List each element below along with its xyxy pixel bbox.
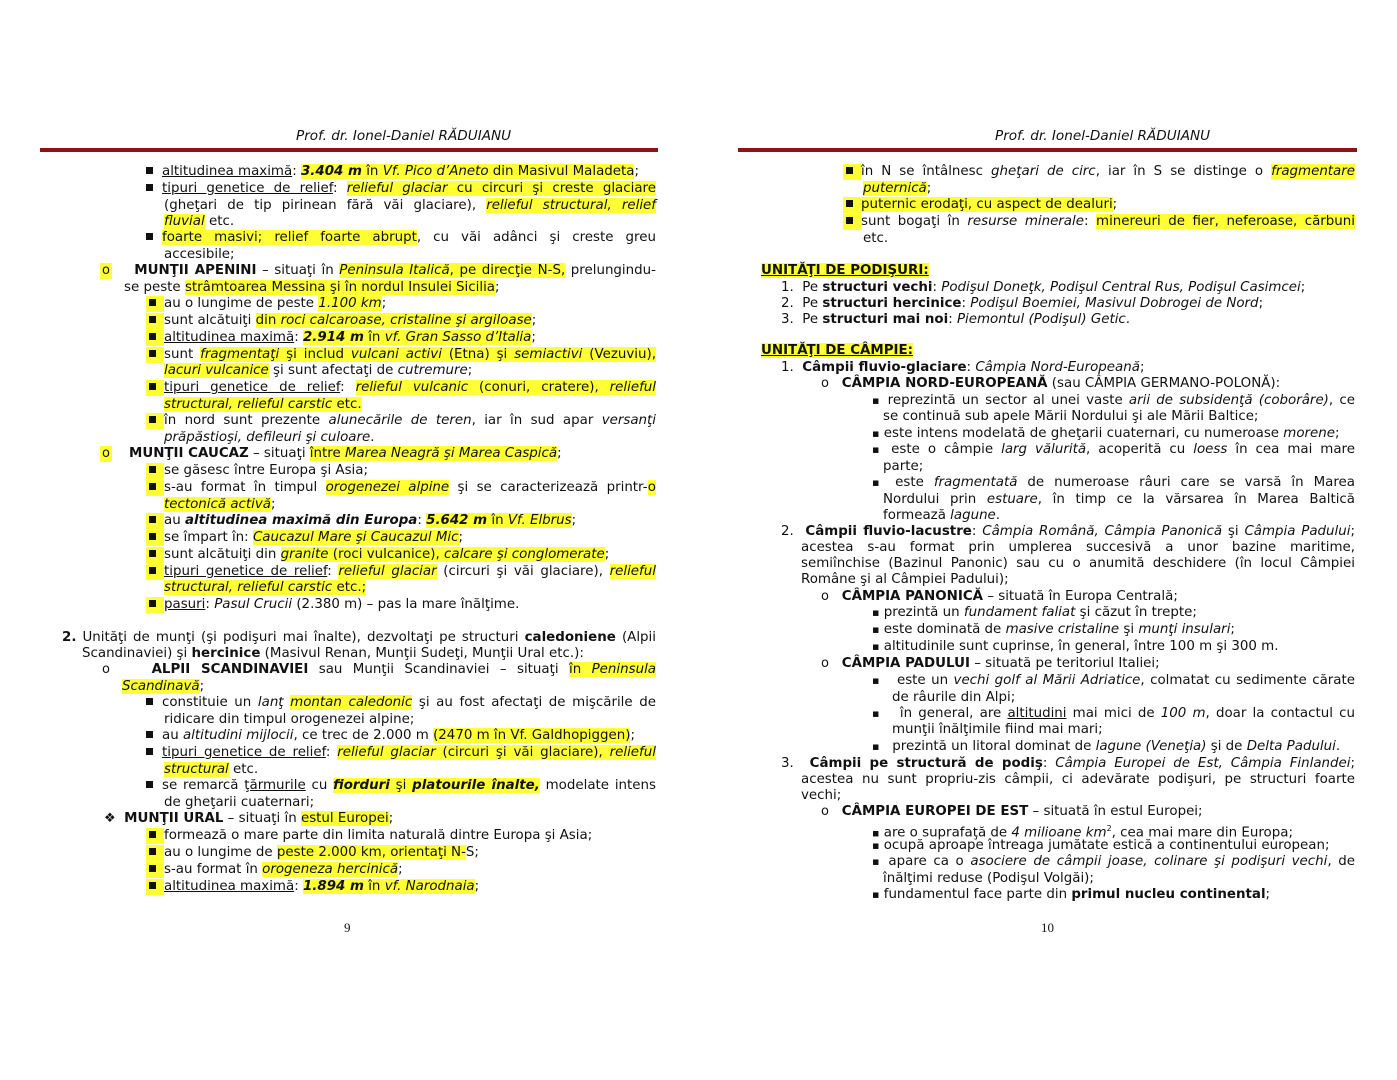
list-item-cont: înălţimi reduse (Podişul Volgăi); — [883, 871, 1094, 886]
list-item: sunt bogaţi în resurse minerale: minereuri de fier, neferoase, cărbuni — [843, 214, 1355, 231]
list-item-cont: structural, relieful carstic etc. — [164, 397, 362, 412]
list-item: puternic erodaţi, cu aspect de dealuri; — [843, 197, 1117, 214]
list-item: ▪ reprezintă un sector al unei vaste arii de subsidenţă (coborâre), ce — [872, 393, 1355, 408]
section-ural: ❖ MUNŢII URAL – situaţi în estul Europei; — [104, 811, 394, 826]
list-item: ▪ prezintă un litoral dominat de lagune (Veneţia) şi de Delta Padului. — [872, 739, 1341, 754]
list-item: constituie un lanţ montan caledonic şi au fost afectaţi de mişcările de — [146, 695, 656, 712]
numbered-item: 2. Pe structuri hercinice: Podişul Boemiei, Masivul Dobrogei de Nord; — [781, 296, 1264, 311]
section-cont: se peste strâmtoarea Messina şi în nordul Insulei Sicilia; — [124, 280, 500, 295]
section-apenini: o MUNŢII APENINI – situaţi în Peninsula Italică, pe direcţie N-S, prelungindu- — [102, 263, 656, 278]
list-item: ▪ altitudinile sunt cuprinse, în general, între 100 m şi 300 m. — [872, 639, 1279, 654]
list-item: se remarcă ţărmurile cu fiorduri şi platourile înalte, modelate intens — [146, 778, 656, 795]
list-item: ▪ prezintă un fundament faliat şi căzut în trepte; — [872, 605, 1197, 620]
section-cont: Scandinavă; — [122, 679, 205, 694]
list-item-cont: ridicare din timpul orogenezei alpine; — [164, 712, 415, 727]
list-item: se găsesc între Europa şi Asia; — [146, 463, 368, 480]
page-header: Prof. dr. Ionel-Daniel RĂDUIANU — [995, 128, 1211, 144]
header-rule — [738, 148, 1357, 152]
list-item: sunt alcătuiţi din roci calcaroase, cristaline şi argiloase; — [146, 313, 536, 330]
list-item: ▪ are o suprafaţă de 4 milioane $km^2$, cea mai mare din Europa; — [872, 824, 1293, 841]
list-item-cont: accesibile; — [164, 247, 235, 262]
subsection: o CÂMPIA EUROPEI DE EST – situată în estul Europei; — [821, 804, 1203, 819]
numbered-item: 1. Câmpii fluvio-glaciare: Câmpia Nord-Europeană; — [781, 360, 1145, 375]
numbered-item-cont: acestea nu sunt propriu-zis câmpii, ci adevărate podişuri, pe structuri foarte — [801, 772, 1355, 787]
numbered-item: 2. Câmpii fluvio-lacustre: Câmpia Română, Câmpia Panonică şi Câmpia Padului; — [781, 524, 1355, 539]
numbered-item-cont: Scandinaviei) şi hercinice (Masivul Renan, Munţii Sudeţi, Munţii Ural etc.): — [82, 646, 584, 661]
list-item: ▪ în general, are altitudini mai mici de 100 m, doar la contactul cu — [872, 706, 1355, 721]
list-item: se împart în: Caucazul Mare şi Caucazul Mic; — [146, 530, 463, 547]
list-item: ▪ este un vechi golf al Mării Adriatice, colmatat cu sedimente cărate — [872, 673, 1355, 688]
list-item-cont: lacuri vulcanice şi sunt afectaţi de cutremure; — [164, 363, 473, 378]
list-item-cont: se continuă sub apele Mării Nordului şi ale Mării Baltice; — [883, 409, 1259, 424]
page-right — [698, 0, 1397, 1080]
numbered-item: 3. Câmpii pe structură de podiş: Câmpia Europei de Est, Câmpia Finlandei; — [781, 756, 1355, 771]
list-item-cont: tectonică activă; — [164, 497, 276, 512]
list-item-cont: formează lagune. — [883, 508, 1001, 523]
subsection: o CÂMPIA PANONICĂ – situată în Europa Centrală; — [821, 589, 1178, 604]
section-alpii-scandinaviei: o ALPII SCANDINAVIEI sau Munţii Scandinaviei – situaţi în Peninsula — [102, 662, 656, 677]
list-item: altitudinea maximă: 1.894 m în vf. Narodnaia; — [146, 879, 479, 896]
list-item-cont: fluvial etc. — [164, 214, 235, 229]
list-item-cont: structural etc. — [164, 762, 259, 777]
list-item: în N se întâlnesc gheţari de circ, iar în S se distinge o fragmentare — [843, 164, 1355, 181]
list-item: pasuri: Pasul Crucii (2.380 m) – pas la mare înălţime. — [146, 597, 519, 614]
list-item: foarte masivi; relief foarte abrupt, cu văi adânci şi creste greu — [146, 230, 656, 247]
list-item-cont: munţii înălţimile fiind mai mari; — [892, 722, 1103, 737]
list-item: altitudinea maximă: 2.914 m în vf. Gran Sasso d’Italia; — [146, 330, 536, 347]
list-item: ▪ apare ca o asociere de câmpii joase, colinare şi podişuri vechi, de — [872, 854, 1355, 869]
page-left — [0, 0, 698, 1080]
list-item: s-au format în timpul orogenezei alpine şi se caracterizează printr-o — [146, 480, 656, 497]
subsection: o CÂMPIA PADULUI – situată pe teritoriul Italiei; — [821, 656, 1160, 671]
list-item: ▪ este intens modelată de gheţarii cuaternari, cu numeroase morene; — [872, 426, 1340, 441]
list-item-cont: puternică; — [863, 181, 932, 196]
list-item: au altitudini mijlocii, ce trec de 2.000 m (2470 m în Vf. Galdhopiggen); — [146, 728, 635, 745]
numbered-item: 3. Pe structuri mai noi: Piemontul (Podişul) Getic. — [781, 312, 1131, 327]
page-header: Prof. dr. Ionel-Daniel RĂDUIANU — [296, 128, 512, 144]
list-item: sunt alcătuiţi din granite (roci vulcanice), calcare şi conglomerate; — [146, 547, 609, 564]
list-item: ▪ este fragmentată de numeroase râuri care se varsă în Marea — [872, 475, 1356, 490]
numbered-item-2: 2. Unităţi de munţi (şi podişuri mai înalte), dezvoltaţi pe structuri caledoniene (Alpii — [62, 630, 656, 645]
list-item-cont: (gheţari de tip pirinean fără văi glaciare), relieful structural, relief — [164, 198, 656, 213]
list-item: ▪ este dominată de masive cristaline şi munţi insulari; — [872, 622, 1235, 637]
heading-campie: UNITĂŢI DE CÂMPIE: — [761, 343, 914, 358]
numbered-item-cont: Române şi al Câmpiei Padului); — [801, 572, 1009, 587]
list-item: tipuri genetice de relief: relieful vulcanic (conuri, cratere), relieful — [146, 380, 656, 397]
list-item: în nord sunt prezente alunecările de teren, iar în sud apar versanţi — [146, 413, 656, 430]
list-item: ▪ fundamentul face parte din primul nucleu continental; — [872, 887, 1271, 902]
list-item: au altitudinea maximă din Europa: 5.642 m în Vf. Elbrus; — [146, 513, 576, 530]
list-item-cont: Nordului prin estuare, în timp ce la vărsarea în Marea Baltică — [883, 492, 1355, 507]
list-item: tipuri genetice de relief: relieful glaciar (circuri şi văi glaciare), relieful — [146, 564, 656, 581]
list-item: tipuri genetice de relief: relieful glaciar (circuri şi văi glaciare), relieful — [146, 745, 656, 762]
page-number: 10 — [1041, 920, 1054, 935]
list-item: au o lungime de peste 2.000 km, orientaţi N-S; — [146, 845, 479, 862]
list-item-cont: parte; — [883, 459, 924, 474]
numbered-item: 1. Pe structuri vechi: Podişul Doneţk, Podişul Central Rus, Podişul Casimcei; — [781, 280, 1306, 295]
list-item: sunt fragmentaţi şi includ vulcani activi (Etna) şi semiactivi (Vezuviu), — [146, 347, 656, 364]
section-caucaz: o MUNŢII CAUCAZ – situaţi între Marea Neagră şi Marea Caspică; — [102, 446, 562, 461]
header-rule — [40, 148, 658, 152]
heading-podisuri: UNITĂŢI DE PODIŞURI: — [761, 263, 929, 278]
list-item-cont: de râurile din Alpi; — [892, 690, 1016, 705]
numbered-item-cont: acestea s-au format prin umplerea succesivă a unor bazine maritime, — [801, 540, 1355, 555]
list-item: au o lungime de peste 1.100 km; — [146, 296, 386, 313]
list-item-cont: structural, relieful carstic etc.; — [164, 580, 367, 595]
list-item-cont: prăpăstioşi, defileuri şi culoare. — [164, 430, 375, 445]
list-item: formează o mare parte din limita naturală dintre Europa şi Asia; — [146, 828, 592, 845]
list-item: altitudinea maximă: 3.404 m în Vf. Pico d’Aneto din Masivul Maladeta; — [146, 164, 639, 181]
numbered-item-cont: vechi; — [801, 788, 842, 803]
list-item: tipuri genetice de relief: relieful glaciar cu circuri şi creste glaciare — [146, 181, 656, 198]
subsection: o CÂMPIA NORD-EUROPEANĂ (sau CÂMPIA GERMANO-POLONĂ): — [821, 376, 1281, 391]
list-item: s-au format în orogeneza hercinică; — [146, 862, 403, 879]
page-number: 9 — [344, 920, 351, 935]
list-item-cont: de gheţarii cuaternari; — [164, 795, 315, 810]
list-item: ▪ ocupă aproape întreaga jumătate estică a continentului european; — [872, 838, 1330, 853]
list-item-cont: etc. — [863, 231, 889, 246]
list-item: ▪ este o câmpie larg vălurită, acoperită cu loess în cea mai mare — [872, 442, 1355, 457]
numbered-item-cont: semiînchise (Bazinul Panonic) sau cu o anumită deschidere (în locul Câmpiei — [801, 556, 1355, 571]
